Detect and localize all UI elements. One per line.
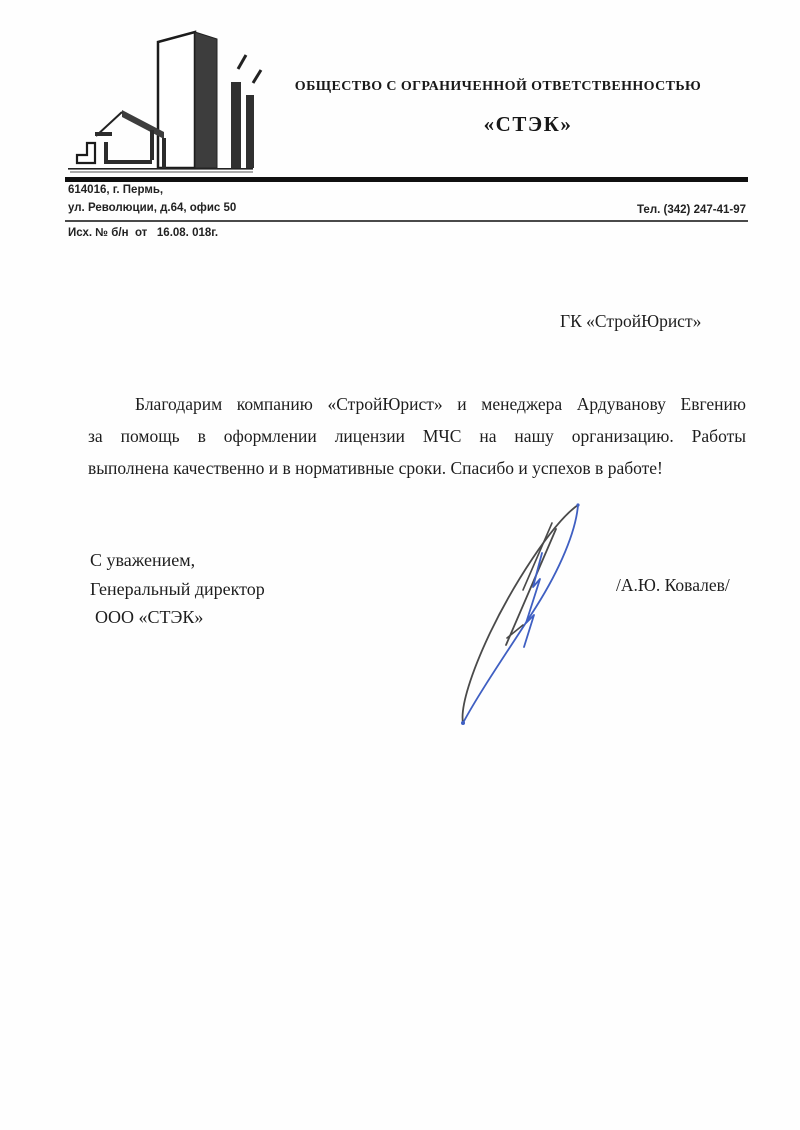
- header-thick-rule: [65, 177, 748, 182]
- body-line: за помощь в оформлении лицензии МЧС на нашу организацию. Работы: [88, 426, 746, 446]
- body-line: выполнена качественно и в нормативные сроки. Спасибо и успехов в работе!: [88, 458, 663, 478]
- header-thin-rule: [65, 220, 748, 222]
- company-logo-icon: [65, 26, 265, 176]
- org-type-line: ОБЩЕСТВО С ОГРАНИЧЕННОЙ ОТВЕТСТВЕННОСТЬЮ: [294, 79, 702, 94]
- signoff-block: [90, 546, 265, 632]
- signoff-line: Генеральный директор: [90, 578, 265, 599]
- body-line: Благодарим компанию «СтройЮрист» и менеджера Ардуванову Евгению: [135, 394, 746, 414]
- phone-number: Тел. (342) 247-41-97: [636, 204, 746, 216]
- outgoing-ref-line: Исх. № б/н от 16.08. 018г.: [68, 227, 219, 239]
- recipient: ГК «СтройЮрист»: [560, 311, 702, 331]
- signoff-line: ООО «СТЭК»: [95, 607, 204, 627]
- org-name: «СТЭК»: [483, 112, 573, 136]
- handwritten-signature-icon: [440, 495, 680, 735]
- address-line-2: ул. Революции, д.64, офис 50: [68, 202, 237, 214]
- letter-body: [88, 388, 746, 484]
- signatory-name: /А.Ю. Ковалев/: [616, 575, 730, 595]
- signoff-line: С уважением,: [90, 550, 196, 570]
- address-line-1: 614016, г. Пермь,: [68, 184, 164, 196]
